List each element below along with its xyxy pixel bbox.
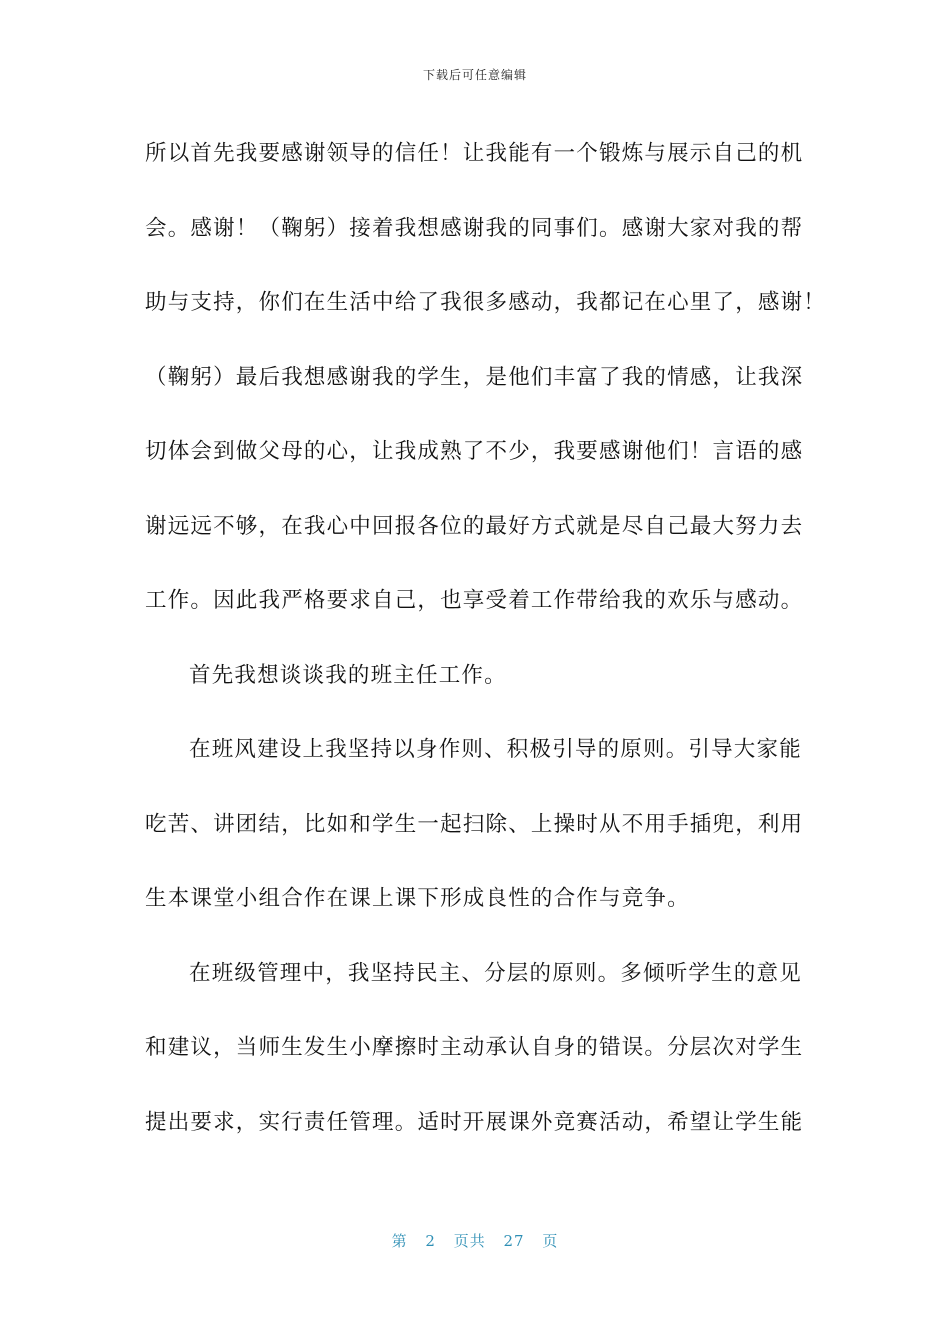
paragraph-start-line: 首先我想谈谈我的班主任工作。 [189, 662, 507, 688]
current-page-number: 2 [425, 1232, 436, 1250]
text-line: 提出要求，实行责任管理。适时开展课外竞赛活动，希望让学生能 [145, 1109, 804, 1135]
page-footer [0, 1230, 950, 1251]
text-line: 工作。因此我严格要求自己，也享受着工作带给我的欢乐与感动。 [145, 588, 804, 613]
text-line: （鞠躬）最后我想感谢我的学生，是他们丰富了我的情感，让我深 [145, 364, 804, 390]
text-line: 吃苦、讲团结，比如和学生一起扫除、上操时从不用手插兜，利用 [145, 811, 804, 837]
footer-suffix: 页 [542, 1232, 559, 1250]
total-page-count: 27 [503, 1232, 525, 1250]
text-line: 助与支持，你们在生活中给了我很多感动，我都记在心里了，感谢！ [145, 290, 827, 315]
text-line: 会。感谢！（鞠躬）接着我想感谢我的同事们。感谢大家对我的帮 [145, 215, 804, 241]
text-line: 生本课堂小组合作在课上课下形成良性的合作与竞争。 [145, 886, 690, 911]
paragraph-start-line: 在班风建设上我坚持以身作则、积极引导的原则。引导大家能 [189, 737, 802, 762]
text-line: 所以首先我要感谢领导的信任！让我能有一个锻炼与展示自己的机 [145, 141, 804, 166]
footer-prefix: 第 [391, 1232, 408, 1250]
paragraph-start-line: 在班级管理中，我坚持民主、分层的原则。多倾听学生的意见 [189, 960, 802, 986]
footer-mid: 页共 [453, 1232, 486, 1250]
text-line: 谢远远不够，在我心中回报各位的最好方式就是尽自己最大努力去 [145, 513, 804, 539]
page-header: 下载后可任意编辑 [422, 68, 527, 82]
text-line: 和建议，当师生发生小摩擦时主动承认自身的错误。分层次对学生 [145, 1035, 804, 1060]
text-line: 切体会到做父母的心，让我成熟了不少，我要感谢他们！言语的感 [145, 439, 804, 464]
document-body [145, 117, 827, 1160]
